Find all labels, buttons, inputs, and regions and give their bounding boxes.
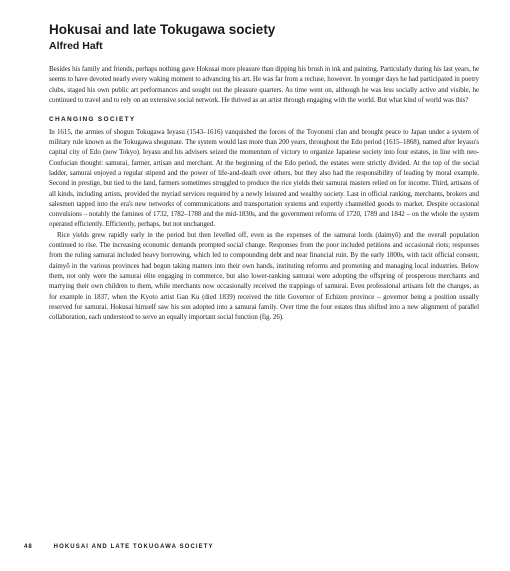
body-paragraph: Rice yields grew rapidly early in the period but then levelled off, even as the expenses of the samurai lords (daimyō) and the overall population continued to rise. The increasing economic demands prompted social change. Responses from the poor included petitions and occasional riots; responses from the ruling samurai included heavy borrowing, which led to compounding debt and near financial ruin. By the early 1800s, with tacit official consent, daimyō in the various provinces had begun taking matters into their own hands, instituting reforms and promoting and managing local industries. Below them, not only were the samurai elite engaging in commerce, but also lower-ranking samurai were adopting the offspring of prosperous merchants and marrying their own children to them, while merchants now occasionally received the trappings of samurai. Even professional artisans felt the changes, as for example in 1837, when the Kyoto artist Gan Ku (died 1839) received the title Governor of Echizen province – governor being a position usually reserved for samurai. Hokusai himself saw his son adopted into a samurai family. Over time the four estates thus shifted into a new alignment of parallel collaboration, each understood to serve an equally important social function (fig. 26). — [49, 230, 479, 322]
page-footer — [24, 544, 214, 550]
body-paragraph: In 1615, the armies of shogun Tokugawa Ieyasu (1543–1616) vanquished the forces of the Toyotomi clan and brought peace to Japan under a system of military rule known as the Tokugawa shogunate. The system would last more than 200 years, throughout the Edo period (1615–1868), named after Ieyasu's capital city of Edo (now Tokyo). Ieyasu and his advisers seized the momentum of victory to organize Japanese society into four estates, in line with neo-Confucian thought: samurai, farmer, artisan and merchant. At the beginning of the Edo period, the estates were strictly divided. At the top of the social ladder, samurai enjoyed a regular stipend and the power of life-and-death over others, but they also had the responsibility of leading by moral example. Second in prestige, but tied to the land, farmers sometimes struggled to produce the rice yields their samurai masters relied on for income. Third, artisans of all kinds, including artists, provided the myriad services required by a newly leisured and wealthy society. Last in official ranking, merchants, brokers and salesmen tapped into the era's new networks of communications and transportation systems and expertly channelled goods to market. Despite occasional convulsions – notably the famines of 1732, 1782–1788 and the mid-1830s, and the government reforms of 1720, 1789 and 1842 – on the whole the system operated efficiently. Efficiently, perhaps, but not unchanged. — [49, 127, 479, 229]
intro-paragraph: Besides his family and friends, perhaps nothing gave Hokusai more pleasure than dipping his brush in ink and painting. Particularly during his last years, he seems to have devoted nearly every waking moment to advancing his art. He was far from a recluse, however. In younger days he had participated in poetry clubs, staged his own public art performances and sought out the pleasure quarters. As time went on, although he was less socially active and visible, he continued to travel and to rely on an extensive social network. He thrived as an artist through engaging with the world. But what kind of world was this? — [49, 65, 479, 104]
running-head: HOKUSAI AND LATE TOKUGAWA SOCIETY — [53, 544, 214, 550]
article-body — [49, 64, 479, 322]
section-heading: CHANGING SOCIETY — [49, 116, 136, 124]
author-name: Alfred Haft — [49, 40, 103, 52]
page-number: 48 — [24, 544, 33, 550]
page-title: Hokusai and late Tokugawa society — [49, 22, 276, 37]
